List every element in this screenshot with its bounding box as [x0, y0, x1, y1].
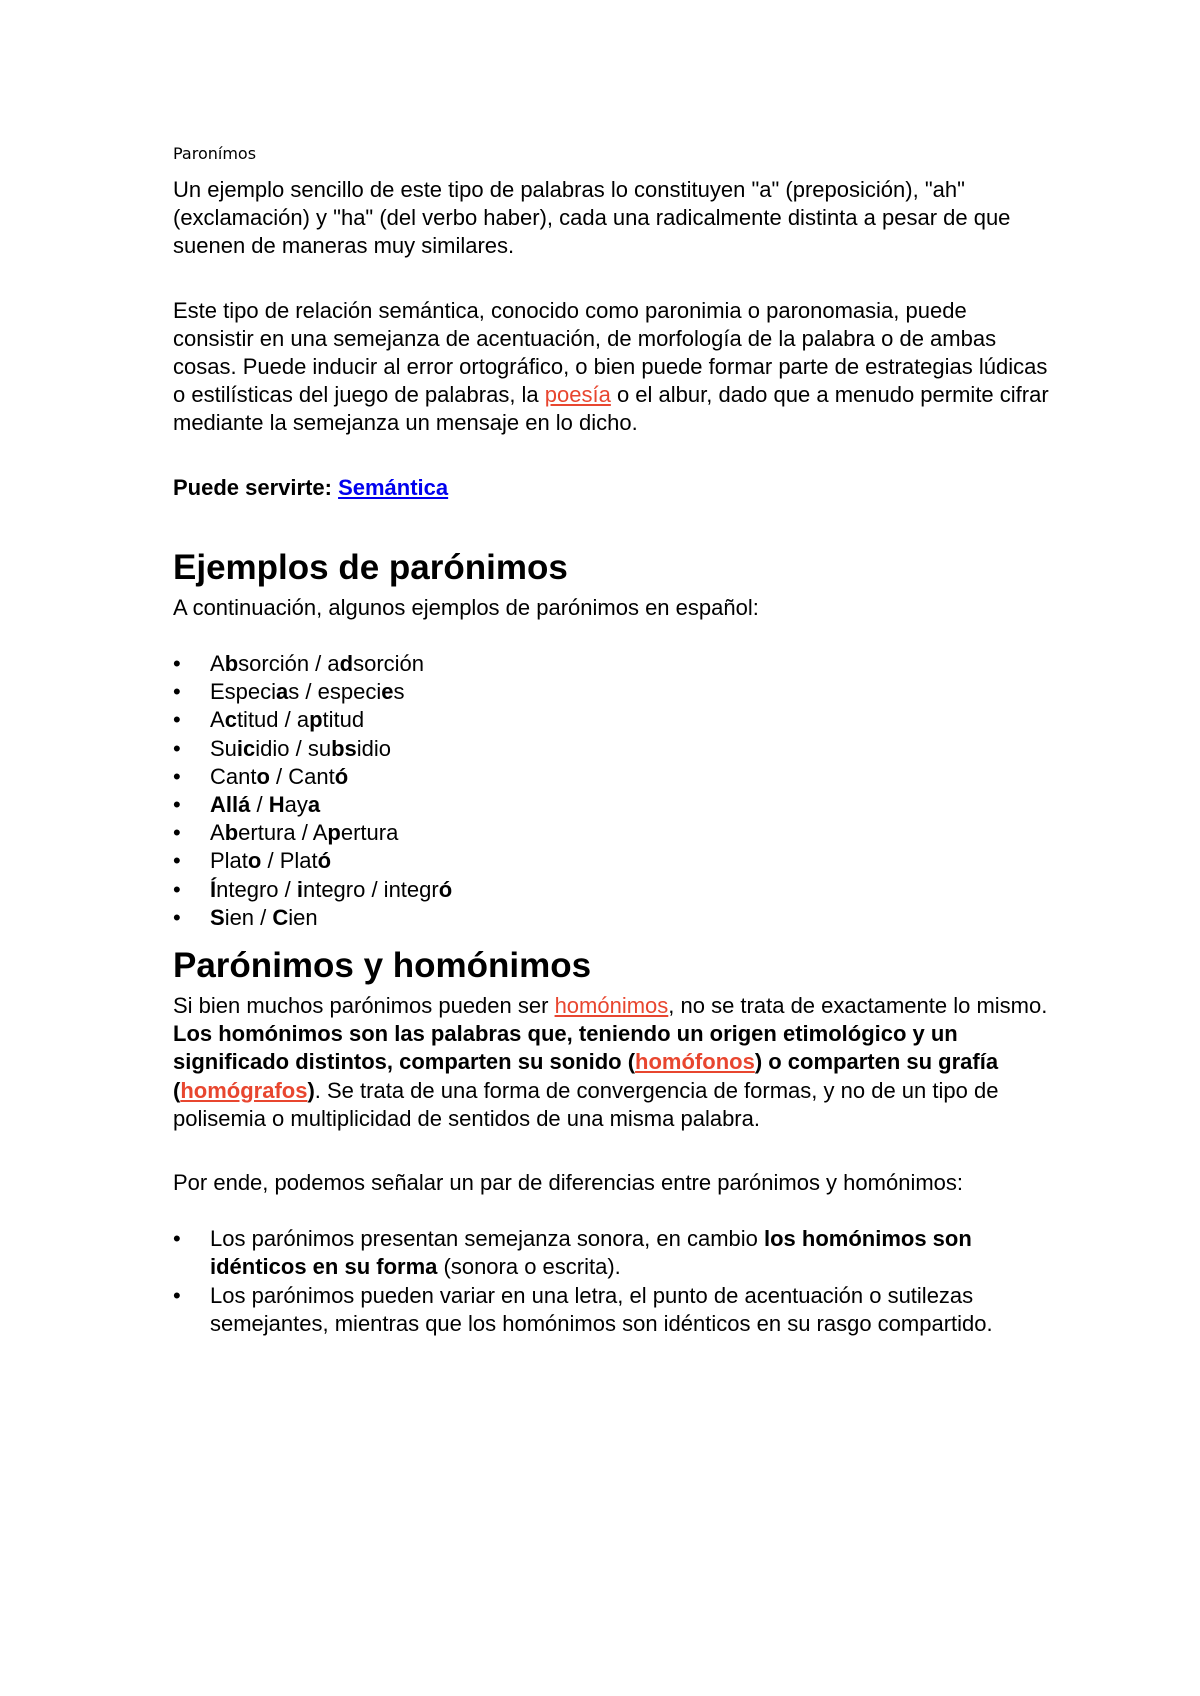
- example-item: [173, 876, 1053, 904]
- example-item: [173, 847, 1053, 875]
- example-text: Su: [210, 735, 237, 761]
- example-text: A: [210, 651, 225, 677]
- homonyms-definition-bold-3: ): [307, 1077, 315, 1103]
- example-text: titud: [322, 707, 365, 733]
- example-item: [173, 763, 1053, 791]
- example-highlight: o: [256, 763, 270, 789]
- homonyms-text-start: Si bien muchos parónimos pueden ser: [173, 993, 555, 1019]
- difference-text-end: (sonora o escrita).: [437, 1254, 621, 1280]
- example-text: s / especi: [288, 679, 382, 705]
- difference-bold: los homónimos son idénticos en su forma: [210, 1226, 972, 1280]
- example-highlight: ó: [438, 876, 453, 902]
- homonyms-paragraph: [173, 992, 1053, 1133]
- bullet-icon: •: [173, 735, 181, 761]
- examples-heading: Ejemplos de parónimos: [173, 547, 568, 587]
- example-highlight: d: [339, 651, 354, 677]
- example-text: Cant: [210, 763, 257, 789]
- bullet-icon: •: [173, 820, 181, 846]
- example-item: [173, 791, 1053, 819]
- example-text: ertura: [340, 820, 399, 846]
- example-item: [173, 650, 1053, 678]
- example-highlight: e: [381, 679, 394, 705]
- see-also-line: [173, 474, 1053, 502]
- differences-lead: Por ende, podemos señalar un par de diferencias entre parónimos y homónimos:: [173, 1170, 964, 1196]
- examples-lead: A continuación, algunos ejemplos de parónimos en español:: [173, 594, 759, 620]
- bullet-icon: •: [173, 763, 181, 789]
- differences-list: [173, 1225, 1053, 1338]
- bullet-icon: •: [173, 904, 181, 930]
- semantica-link[interactable]: Semántica: [338, 474, 449, 500]
- homonyms-text-mid: , no se trata de exactamente lo mismo.: [668, 993, 1048, 1019]
- example-item: [173, 819, 1053, 847]
- example-text: ien: [288, 904, 318, 930]
- homonyms-definition-bold-2: ) o comparten su grafía (: [173, 1049, 999, 1103]
- example-highlight: a: [276, 679, 289, 705]
- example-highlight: b: [224, 651, 239, 677]
- example-text: A: [210, 820, 225, 846]
- homonyms-text-end: . Se trata de una forma de convergencia de formas, y no de un tipo de polisemia o multiplicidad de sentidos de una misma palabra.: [173, 1077, 999, 1131]
- see-also-label: Puede servirte:: [173, 474, 339, 500]
- relation-text-end: o el albur, dado que a menudo permite cifrar mediante la semejanza un mensaje en lo dicho.: [173, 382, 1049, 436]
- example-highlight: C: [272, 904, 289, 930]
- bullet-icon: •: [173, 848, 181, 874]
- example-highlight: ó: [334, 763, 349, 789]
- example-item: [173, 904, 1053, 932]
- example-highlight: b: [224, 820, 239, 846]
- example-highlight: Í: [210, 876, 217, 902]
- example-text: Plat: [210, 848, 248, 874]
- homofonos-link[interactable]: homófonos: [635, 1049, 755, 1075]
- difference-item: [173, 1225, 1053, 1281]
- homonyms-definition-bold: Los homónimos son las palabras que, teniendo un origen etimológico y un significado distintos, comparten su sonido (: [173, 1021, 958, 1075]
- example-highlight: ó: [317, 848, 332, 874]
- example-highlight: c: [224, 707, 237, 733]
- difference-text-start: Los parónimos presentan semejanza sonora, en cambio: [210, 1226, 764, 1252]
- example-highlight: S: [210, 904, 225, 930]
- example-highlight: o: [247, 848, 262, 874]
- bullet-icon: •: [173, 1282, 181, 1308]
- example-text: titud / a: [236, 707, 310, 733]
- homonyms-heading: Parónimos y homónimos: [173, 946, 592, 986]
- example-text: sorción: [353, 651, 425, 677]
- example-highlight: i: [296, 876, 303, 902]
- example-text: ertura / A: [238, 820, 328, 846]
- example-highlight: bs: [331, 735, 357, 761]
- example-item: [173, 678, 1053, 706]
- example-text: A: [210, 707, 225, 733]
- bullet-icon: •: [173, 707, 181, 733]
- example-text: ien /: [224, 904, 273, 930]
- difference-text: Los parónimos pueden variar en una letra, el punto de acentuación o sutilezas semejantes, mientras que los homónimos son idénticos en su rasgo compartido.: [210, 1282, 993, 1336]
- example-text: sorción / a: [238, 651, 340, 677]
- difference-item: [173, 1282, 1053, 1338]
- example-text: / Cant: [269, 763, 335, 789]
- homografos-link[interactable]: homógrafos: [180, 1077, 308, 1103]
- homonimos-link[interactable]: homónimos: [554, 993, 669, 1019]
- example-text: idio: [356, 735, 392, 761]
- example-highlight: p: [309, 707, 323, 733]
- intro-paragraph: Un ejemplo sencillo de este tipo de palabras lo constituyen "a" (preposición), "ah" (exclamación) y "ha" (del verbo haber), cada una radicalmente distinta a pesar de que suenen de maneras muy similares.: [173, 177, 1011, 259]
- example-text: / Plat: [261, 848, 318, 874]
- example-highlight: H: [268, 792, 285, 818]
- example-text: /: [250, 792, 269, 818]
- bullet-icon: •: [173, 1226, 181, 1252]
- poesia-link[interactable]: poesía: [544, 382, 611, 408]
- example-text: Especi: [210, 679, 277, 705]
- example-item: [173, 735, 1053, 763]
- example-text: ntegro / integr: [302, 876, 439, 902]
- example-item: [173, 706, 1053, 734]
- document-label: Paronímos: [173, 144, 257, 163]
- example-highlight: p: [327, 820, 341, 846]
- example-text: ntegro /: [216, 876, 297, 902]
- document-page: [173, 142, 1053, 1356]
- example-text: ay: [284, 792, 308, 818]
- examples-list: [173, 650, 1053, 932]
- example-highlight: a: [307, 792, 321, 818]
- bullet-icon: •: [173, 679, 181, 705]
- example-text: s: [393, 679, 405, 705]
- bullet-icon: •: [173, 876, 181, 902]
- relation-paragraph: [173, 297, 1053, 438]
- example-highlight: ic: [236, 735, 256, 761]
- bullet-icon: •: [173, 792, 181, 818]
- example-text: idio / su: [255, 735, 332, 761]
- bullet-icon: •: [173, 651, 181, 677]
- example-highlight: Allá: [210, 792, 251, 818]
- relation-text-start: Este tipo de relación semántica, conocido como paronimia o paronomasia, puede consistir en una semejanza de acentuación, de morfología de la palabra o de ambas cosas. Puede inducir al error ortográfico, o bien puede formar parte de estrategias lúdicas o estilísticas del juego de palabras, la: [173, 297, 1048, 408]
